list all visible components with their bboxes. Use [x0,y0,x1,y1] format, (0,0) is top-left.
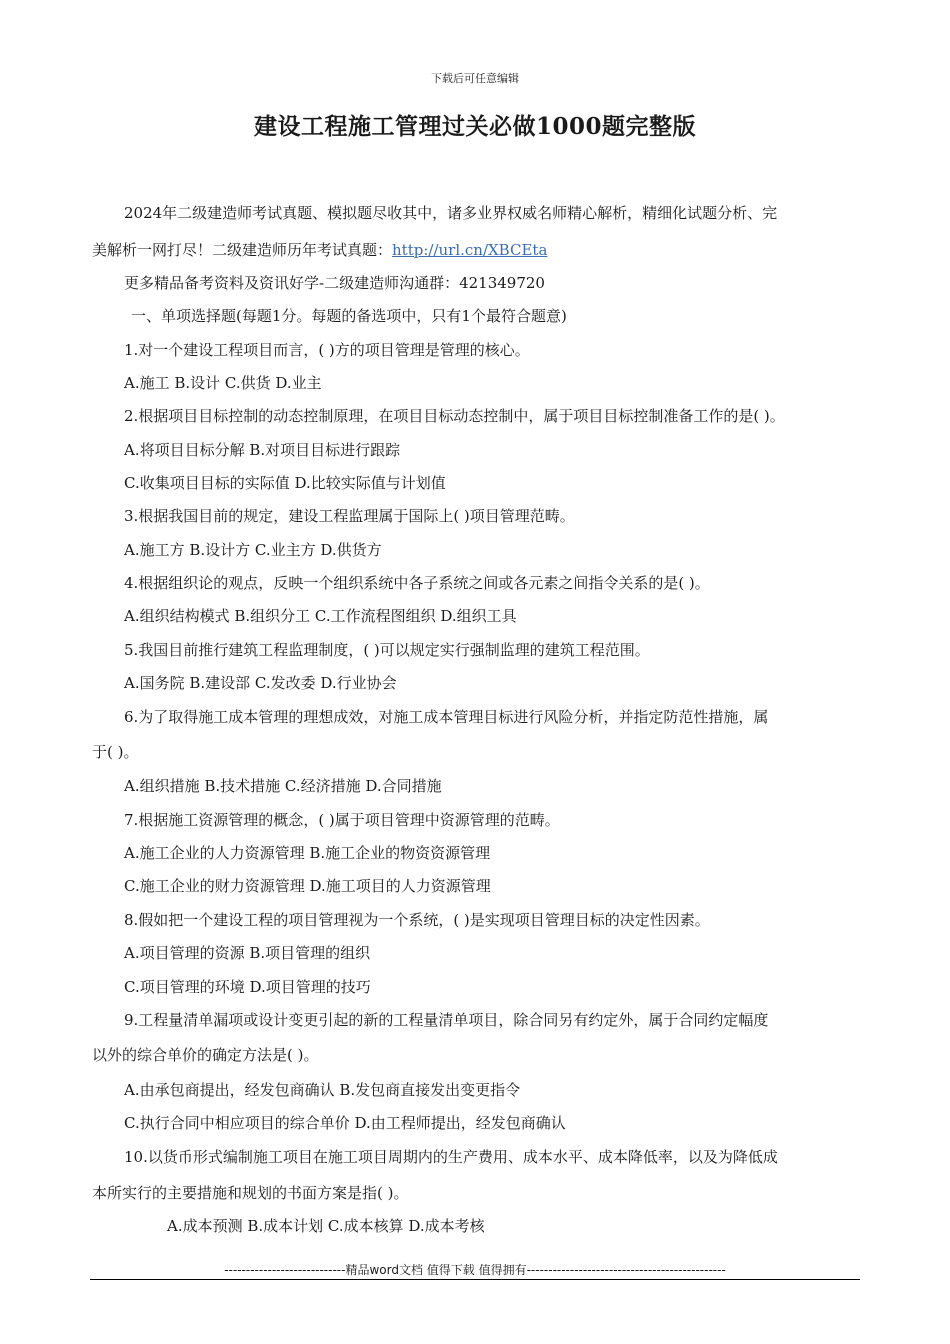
question-6-cont: 于( )。 [92,743,139,761]
question-4-options: A.组织结构模式 B.组织分工 C.工作流程图组织 D.组织工具 [124,607,517,625]
question-6-options: A.组织措施 B.技术措施 C.经济措施 D.合同措施 [124,777,442,795]
question-6: 6.为了取得施工成本管理的理想成效，对施工成本管理目标进行风险分析，并指定防范性措施，属 [124,708,769,726]
question-1: 1.对一个建设工程项目而言，( )方的项目管理是管理的核心。 [124,341,530,359]
question-4: 4.根据组织论的观点，反映一个组织系统中各子系统之间或各元素之间指令关系的是( )。 [124,574,710,592]
question-9-cont: 以外的综合单价的确定方法是( )。 [92,1046,319,1064]
question-8: 8.假如把一个建设工程的项目管理视为一个系统，( )是实现项目管理目标的决定性因素。 [124,911,710,929]
question-9: 9.工程量清单漏项或设计变更引起的新的工程量清单项目，除合同另有约定外，属于合同约定幅度 [124,1011,769,1029]
question-2: 2.根据项目目标控制的动态控制原理，在项目目标动态控制中，属于项目目标控制准备工作的是( )。 [124,407,785,425]
question-10: 10.以货币形式编制施工项目在施工项目周期内的生产费用、成本水平、成本降低率，以及为降低成 [124,1148,778,1166]
question-10-options: A.成本预测 B.成本计划 C.成本核算 D.成本考核 [167,1217,485,1235]
intro-line-3: 更多精品备考资料及资讯好学-二级建造师沟通群：421349720 [124,274,545,292]
question-2-options-a: A.将项目目标分解 B.对项目目标进行跟踪 [124,441,401,459]
question-1-options: A.施工 B.设计 C.供货 D.业主 [124,374,322,392]
intro-line-2-text: 美解析一网打尽！二级建造师历年考试真题： [92,241,393,259]
section-heading: 一、单项选择题(每题1分。每题的备选项中，只有1个最符合题意) [131,307,567,325]
question-8-options-b: C.项目管理的环境 D.项目管理的技巧 [124,978,371,996]
footer-divider [90,1279,860,1280]
question-7-options-a: A.施工企业的人力资源管理 B.施工企业的物资资源管理 [124,844,491,862]
footer-text: ----------------------------精品word文档 值得下载 值得拥有---------------------------------------------- [224,1263,726,1277]
question-5: 5.我国目前推行建筑工程监理制度，( )可以规定实行强制监理的建筑工程范围。 [124,641,650,659]
exam-link[interactable]: http://url.cn/XBCEta [392,241,548,259]
question-3: 3.根据我国目前的规定，建设工程监理属于国际上( )项目管理范畴。 [124,507,575,525]
question-5-options: A.国务院 B.建设部 C.发改委 D.行业协会 [124,674,397,692]
question-7: 7.根据施工资源管理的概念，( )属于项目管理中资源管理的范畴。 [124,811,560,829]
question-7-options-b: C.施工企业的财力资源管理 D.施工项目的人力资源管理 [124,877,491,895]
intro-line-1: 2024年二级建造师考试真题、模拟题尽收其中，诸多业界权威名师精心解析，精细化试题分析、完 [124,204,778,222]
question-2-options-b: C.收集项目目标的实际值 D.比较实际值与计划值 [124,474,446,492]
intro-line-2 [92,240,547,260]
page-title: 建设工程施工管理过关必做1000题完整版 [253,113,696,140]
question-9-options-a: A.由承包商提出，经发包商确认 B.发包商直接发出变更指令 [124,1081,521,1099]
question-10-cont: 本所实行的主要措施和规划的书面方案是指( )。 [92,1184,409,1202]
question-9-options-b: C.执行合同中相应项目的综合单价 D.由工程师提出，经发包商确认 [124,1114,566,1132]
question-8-options-a: A.项目管理的资源 B.项目管理的组织 [124,944,371,962]
question-3-options: A.施工方 B.设计方 C.业主方 D.供货方 [124,541,382,559]
header-note: 下载后可任意编辑 [431,72,519,85]
